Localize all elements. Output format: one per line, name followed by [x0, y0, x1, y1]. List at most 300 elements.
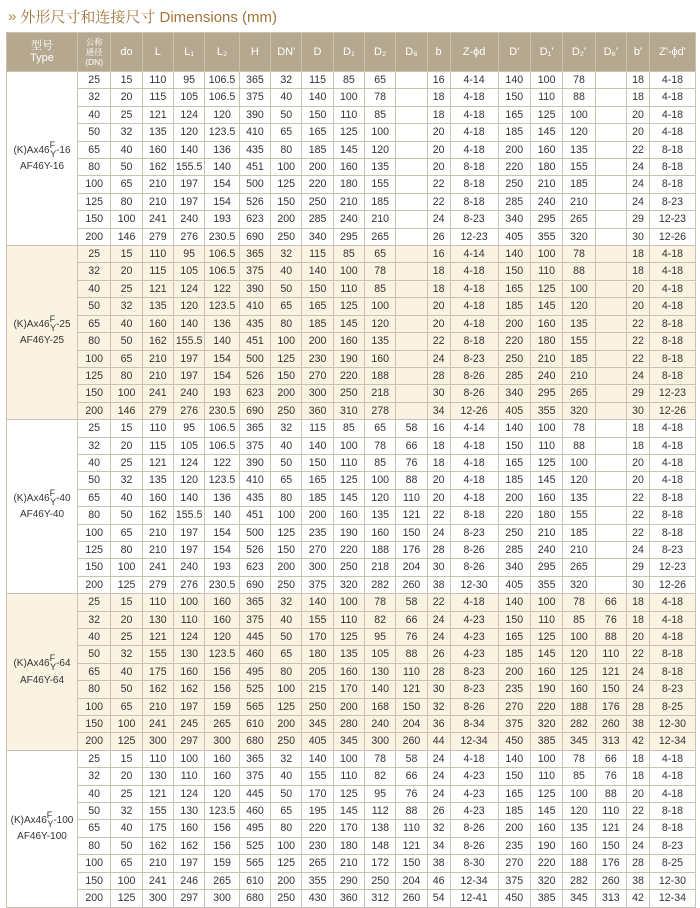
table-cell	[396, 315, 427, 332]
table-cell: 40	[111, 315, 142, 332]
table-cell: 100	[333, 750, 364, 767]
table-cell: 241	[142, 716, 173, 733]
table-cell: 66	[595, 594, 626, 611]
table-cell: 115	[142, 89, 173, 106]
table-cell: 110	[142, 750, 173, 767]
table-cell: 80	[77, 333, 110, 350]
table-cell: 140	[498, 750, 530, 767]
table-cell: 18	[626, 72, 649, 89]
chevron-right-icon: »	[8, 7, 15, 25]
table-cell: 20	[427, 489, 450, 506]
table-cell: 65	[77, 489, 110, 506]
table-cell: 122	[205, 280, 239, 297]
table-cell: 162	[142, 837, 173, 854]
table-cell: 270	[302, 541, 333, 558]
table-cell: 76	[396, 629, 427, 646]
type-suffix: -16	[56, 144, 71, 156]
table-cell: 140	[302, 437, 333, 454]
table-cell: 235	[498, 837, 530, 854]
table-cell	[595, 106, 626, 123]
table-cell	[396, 333, 427, 350]
dimensions-table	[6, 32, 696, 908]
table-cell: 8-18	[649, 367, 695, 384]
table-cell: 200	[271, 559, 302, 576]
table-cell: 220	[333, 367, 364, 384]
table-cell: 25	[77, 594, 110, 611]
table-cell: 200	[498, 141, 530, 158]
table-cell: 145	[333, 803, 364, 820]
table-cell: 250	[333, 385, 364, 402]
table-cell: 500	[239, 176, 270, 193]
table-cell: 125	[111, 890, 142, 907]
table-cell: 110	[530, 263, 562, 280]
table-cell: 125	[530, 785, 562, 802]
table-cell: 121	[142, 785, 173, 802]
table-cell: 265	[365, 228, 396, 245]
type-prefix: (K)Ax46	[13, 144, 50, 156]
table-cell: 4-23	[450, 803, 498, 820]
table-cell: 120	[205, 629, 239, 646]
table-cell: 20	[626, 785, 649, 802]
table-row	[7, 298, 696, 315]
table-cell: 25	[111, 454, 142, 471]
table-cell: 138	[365, 820, 396, 837]
table-cell: 165	[302, 298, 333, 315]
table-cell: 185	[498, 803, 530, 820]
table-cell: 65	[77, 141, 110, 158]
table-cell: 40	[77, 785, 110, 802]
table-cell: 150	[77, 385, 110, 402]
table-cell: 32	[77, 437, 110, 454]
table-cell: 65	[77, 315, 110, 332]
table-cell: 20	[626, 454, 649, 471]
table-cell: 160	[530, 489, 562, 506]
table-cell	[595, 246, 626, 263]
table-cell: 125	[271, 698, 302, 715]
table-cell: 110	[396, 820, 427, 837]
table-cell: 197	[174, 698, 205, 715]
type-prefix: (K)Ax46	[13, 492, 50, 504]
col-header: H	[239, 33, 270, 72]
table-cell: 145	[530, 298, 562, 315]
table-cell	[595, 333, 626, 350]
table-cell: 355	[530, 228, 562, 245]
table-cell: 15	[111, 594, 142, 611]
table-row	[7, 716, 696, 733]
table-cell: 110	[174, 611, 205, 628]
table-cell	[595, 159, 626, 176]
table-cell: 24	[427, 611, 450, 628]
table-cell: 110	[333, 454, 364, 471]
table-cell: 297	[174, 733, 205, 750]
table-cell: 135	[365, 159, 396, 176]
table-cell: 20	[427, 298, 450, 315]
table-cell: 193	[205, 385, 239, 402]
table-cell: 24	[626, 681, 649, 698]
table-cell: 42	[626, 890, 649, 907]
table-cell: 40	[271, 611, 302, 628]
table-cell: 160	[333, 159, 364, 176]
table-cell: 124	[174, 106, 205, 123]
table-cell: 8-23	[450, 681, 498, 698]
table-cell: 445	[239, 785, 270, 802]
table-cell: 190	[530, 681, 562, 698]
table-cell: 50	[111, 507, 142, 524]
table-cell: 4-23	[450, 768, 498, 785]
table-cell: 24	[427, 350, 450, 367]
table-cell: 4-14	[450, 72, 498, 89]
table-row	[7, 106, 696, 123]
table-cell: 80	[77, 681, 110, 698]
type-prefix: (K)Ax46	[13, 318, 50, 330]
table-cell: 40	[77, 280, 110, 297]
table-cell: 65	[111, 350, 142, 367]
table-cell: 100	[111, 211, 142, 228]
table-row	[7, 733, 696, 750]
table-cell: 135	[563, 141, 595, 158]
table-cell: 125	[333, 472, 364, 489]
table-cell: 285	[498, 541, 530, 558]
table-cell: 80	[77, 507, 110, 524]
table-cell: 120	[365, 489, 396, 506]
table-cell: 120	[563, 803, 595, 820]
table-row	[7, 576, 696, 593]
table-cell: 265	[563, 385, 595, 402]
table-cell: 320	[333, 576, 364, 593]
table-cell: 200	[271, 872, 302, 889]
table-cell: 240	[333, 211, 364, 228]
table-cell: 24	[427, 524, 450, 541]
table-cell: 140	[205, 333, 239, 350]
table-cell: 265	[563, 559, 595, 576]
table-cell: 160	[205, 750, 239, 767]
table-cell: 65	[271, 646, 302, 663]
table-cell: 200	[498, 315, 530, 332]
table-cell: 154	[205, 524, 239, 541]
table-cell: 140	[302, 750, 333, 767]
table-cell: 282	[563, 716, 595, 733]
table-cell: 4-18	[649, 124, 695, 141]
table-cell: 210	[563, 541, 595, 558]
page-header	[8, 4, 277, 28]
table-cell: 125	[77, 367, 110, 384]
table-cell: 110	[142, 420, 173, 437]
table-cell: 100	[271, 507, 302, 524]
table-cell: 8-18	[450, 193, 498, 210]
table-cell: 78	[563, 72, 595, 89]
table-cell: 160	[530, 141, 562, 158]
table-cell: 160	[563, 681, 595, 698]
table-cell: 165	[498, 629, 530, 646]
table-cell: 121	[595, 820, 626, 837]
table-cell: 18	[427, 437, 450, 454]
table-cell: 210	[142, 193, 173, 210]
table-cell: 160	[333, 507, 364, 524]
table-cell: 125	[111, 576, 142, 593]
table-cell: 40	[77, 106, 110, 123]
table-cell	[396, 89, 427, 106]
table-row	[7, 524, 696, 541]
table-cell: 175	[142, 820, 173, 837]
table-cell: 365	[239, 594, 270, 611]
table-cell: 165	[302, 472, 333, 489]
table-cell: 190	[530, 837, 562, 854]
table-cell: 18	[427, 280, 450, 297]
table-cell: 66	[396, 437, 427, 454]
table-cell: 270	[498, 855, 530, 872]
table-cell: 8-18	[649, 333, 695, 350]
table-cell	[396, 176, 427, 193]
table-cell	[595, 472, 626, 489]
table-cell	[396, 159, 427, 176]
col-header: b'	[626, 33, 649, 72]
table-cell: 265	[302, 855, 333, 872]
table-cell: 185	[563, 350, 595, 367]
table-cell: 230.5	[205, 402, 239, 419]
type-sub: Y	[50, 148, 57, 159]
table-cell: 130	[142, 611, 173, 628]
table-cell: 136	[205, 489, 239, 506]
table-cell: 565	[239, 855, 270, 872]
table-cell: 28	[427, 541, 450, 558]
col-header: D₂'	[563, 33, 595, 72]
table-cell: 4-18	[649, 785, 695, 802]
table-cell: 295	[530, 385, 562, 402]
table-cell	[396, 298, 427, 315]
table-cell: 110	[333, 280, 364, 297]
table-cell: 18	[626, 611, 649, 628]
table-cell: 8-23	[649, 541, 695, 558]
table-cell: 120	[205, 785, 239, 802]
table-cell: 185	[498, 472, 530, 489]
table-cell: 78	[365, 437, 396, 454]
table-cell: 210	[530, 524, 562, 541]
table-cell: 340	[498, 385, 530, 402]
table-cell: 4-18	[649, 89, 695, 106]
table-cell: 435	[239, 315, 270, 332]
table-cell: 210	[333, 855, 364, 872]
table-cell: 365	[239, 72, 270, 89]
table-cell: 170	[333, 820, 364, 837]
table-cell: 115	[302, 420, 333, 437]
table-cell	[396, 402, 427, 419]
table-cell: 12-34	[450, 733, 498, 750]
table-cell: 30	[626, 228, 649, 245]
table-cell: 80	[111, 367, 142, 384]
table-cell: 154	[205, 541, 239, 558]
type-prefix: (K)Ax46	[10, 814, 47, 826]
table-cell: 155.5	[174, 333, 205, 350]
table-cell: 78	[563, 594, 595, 611]
table-cell: 82	[365, 768, 396, 785]
table-cell: 40	[111, 663, 142, 680]
table-cell: 76	[396, 454, 427, 471]
table-cell: 38	[626, 716, 649, 733]
table-cell: 20	[626, 629, 649, 646]
table-cell: 245	[174, 716, 205, 733]
table-cell: 123.5	[205, 472, 239, 489]
table-cell: 85	[333, 72, 364, 89]
table-cell: 8-18	[649, 507, 695, 524]
col-header: L₁	[174, 33, 205, 72]
table-cell: 390	[239, 280, 270, 297]
table-cell: 32	[77, 611, 110, 628]
table-cell: 4-18	[450, 454, 498, 471]
table-cell: 218	[365, 385, 396, 402]
table-cell	[396, 228, 427, 245]
table-cell: 125	[530, 106, 562, 123]
table-cell	[595, 524, 626, 541]
table-cell: 88	[595, 785, 626, 802]
table-cell: 355	[530, 576, 562, 593]
table-cell: 150	[595, 681, 626, 698]
table-cell: 32	[111, 298, 142, 315]
table-cell	[595, 193, 626, 210]
table-cell: 495	[239, 820, 270, 837]
table-cell	[396, 246, 427, 263]
table-cell: 140	[302, 594, 333, 611]
table-cell: 320	[563, 576, 595, 593]
table-cell: 155	[302, 611, 333, 628]
table-cell: 295	[530, 559, 562, 576]
table-cell: 20	[111, 611, 142, 628]
table-cell: 220	[302, 176, 333, 193]
table-cell: 450	[498, 733, 530, 750]
table-cell: 280	[333, 716, 364, 733]
table-cell: 200	[498, 663, 530, 680]
table-cell: 220	[498, 333, 530, 350]
table-cell: 140	[174, 141, 205, 158]
table-cell: 100	[530, 72, 562, 89]
table-cell: 260	[595, 872, 626, 889]
table-cell: 26	[427, 803, 450, 820]
table-cell: 345	[333, 733, 364, 750]
table-cell: 120	[174, 124, 205, 141]
table-row	[7, 594, 696, 611]
table-cell	[595, 124, 626, 141]
table-cell	[595, 72, 626, 89]
table-cell	[595, 541, 626, 558]
table-cell: 4-18	[649, 594, 695, 611]
table-cell: 4-18	[649, 629, 695, 646]
table-cell: 100	[365, 472, 396, 489]
table-cell: 155	[365, 176, 396, 193]
table-cell: 20	[626, 472, 649, 489]
table-cell: 24	[626, 176, 649, 193]
page-title: 外形尺寸和连接尺寸 Dimensions (mm)	[20, 8, 278, 26]
type-cell	[7, 246, 78, 420]
table-cell: 355	[530, 402, 562, 419]
table-cell: 100	[530, 420, 562, 437]
table-cell: 32	[111, 124, 142, 141]
table-cell: 345	[563, 733, 595, 750]
table-cell: 15	[111, 246, 142, 263]
table-cell: 135	[142, 472, 173, 489]
table-cell: 190	[333, 524, 364, 541]
table-cell: 145	[333, 489, 364, 506]
table-cell: 50	[271, 106, 302, 123]
table-row	[7, 803, 696, 820]
table-cell: 32	[111, 646, 142, 663]
table-cell: 32	[111, 472, 142, 489]
table-cell: 30	[626, 576, 649, 593]
table-row	[7, 228, 696, 245]
table-cell: 610	[239, 872, 270, 889]
table-cell: 140	[365, 681, 396, 698]
table-cell: 50	[271, 454, 302, 471]
table-cell: 241	[142, 385, 173, 402]
table-cell: 150	[302, 280, 333, 297]
table-cell: 150	[498, 611, 530, 628]
table-cell: 40	[271, 89, 302, 106]
table-cell: 100	[563, 454, 595, 471]
table-cell: 320	[530, 872, 562, 889]
table-cell: 8-18	[649, 350, 695, 367]
table-cell: 125	[271, 855, 302, 872]
table-cell: 124	[174, 280, 205, 297]
table-cell: 385	[530, 890, 562, 907]
table-cell: 310	[333, 402, 364, 419]
table-cell: 12-30	[450, 576, 498, 593]
table-cell: 130	[174, 803, 205, 820]
table-cell: 22	[626, 141, 649, 158]
table-cell: 300	[302, 559, 333, 576]
table-cell: 100	[333, 594, 364, 611]
table-cell: 160	[142, 489, 173, 506]
table-cell: 170	[333, 681, 364, 698]
table-cell: 80	[271, 663, 302, 680]
table-cell: 88	[563, 263, 595, 280]
table-cell: 162	[142, 507, 173, 524]
table-cell: 24	[626, 837, 649, 854]
table-cell: 220	[530, 855, 562, 872]
table-cell: 135	[563, 315, 595, 332]
table-cell: 32	[77, 768, 110, 785]
table-cell: 451	[239, 333, 270, 350]
table-row	[7, 385, 696, 402]
table-cell: 15	[111, 750, 142, 767]
table-cell: 25	[77, 72, 110, 89]
table-cell: 38	[427, 576, 450, 593]
table-cell: 150	[396, 698, 427, 715]
table-cell: 200	[333, 698, 364, 715]
table-cell: 110	[333, 106, 364, 123]
table-cell: 123.5	[205, 646, 239, 663]
table-cell: 250	[498, 524, 530, 541]
table-cell: 120	[365, 141, 396, 158]
table-cell: 65	[365, 72, 396, 89]
table-cell: 105	[365, 646, 396, 663]
table-cell: 197	[174, 176, 205, 193]
table-cell: 80	[271, 141, 302, 158]
table-cell: 340	[498, 211, 530, 228]
table-cell: 4-23	[450, 611, 498, 628]
table-cell: 313	[595, 890, 626, 907]
table-cell: 160	[174, 820, 205, 837]
table-cell: 165	[498, 106, 530, 123]
table-cell: 18	[427, 89, 450, 106]
table-cell: 140	[302, 263, 333, 280]
table-cell: 410	[239, 124, 270, 141]
table-cell: 106.5	[205, 420, 239, 437]
table-cell: 150	[302, 454, 333, 471]
table-cell: 22	[626, 489, 649, 506]
table-cell: 12-30	[649, 872, 695, 889]
type-sup: F	[49, 653, 56, 664]
table-cell: 279	[142, 228, 173, 245]
table-cell: 40	[77, 454, 110, 471]
table-cell: 85	[365, 280, 396, 297]
